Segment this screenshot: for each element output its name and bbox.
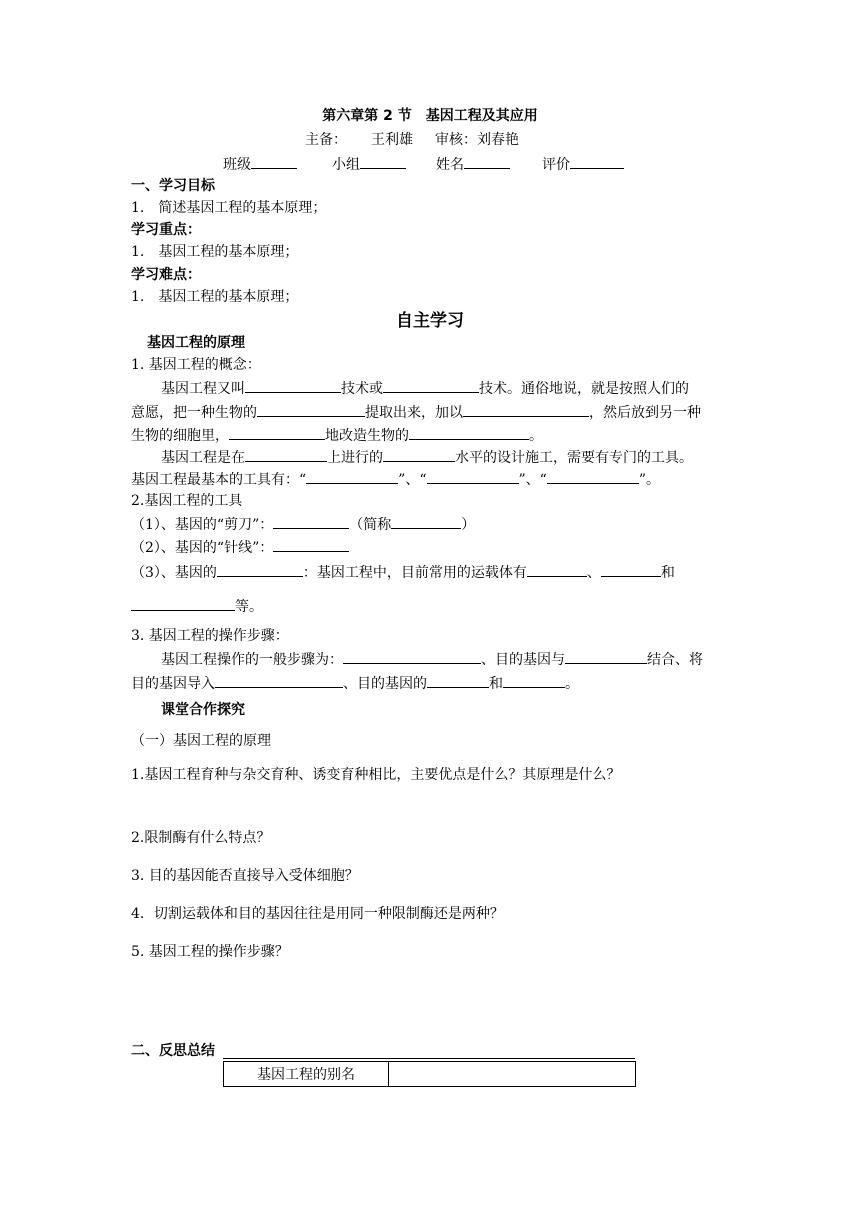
page-title: 第六章第 2 节 基因工程及其应用 [322,108,538,124]
steps-line1: 基因工程操作的一般步骤为： 、目的基因与 结合、将 [161,649,703,670]
steps-line2: 目的基因导入 、目的基因的 和 。 [131,673,579,694]
coop-question-4: 4．切割运载体和目的基因往往是用同一种限制酶还是两种？ [131,906,504,922]
tools-question: 2.基因工程的工具 [131,493,243,509]
class-label: 班级 [223,157,251,173]
concept-question: 1. 基因工程的概念： [131,357,261,373]
fill-blank[interactable] [527,562,587,577]
concept-para-line4: 基因工程是在 上进行的 水平的设计施工，需要有专门的工具。 [161,447,693,468]
eval-blank[interactable] [570,154,624,169]
group-label: 小组 [332,157,360,173]
fill-blank[interactable] [215,673,343,688]
fill-blank[interactable] [245,378,341,393]
fill-blank[interactable] [409,425,529,440]
author-name: 王利雄 [371,132,413,148]
difficulty-heading: 学习难点： [131,267,201,283]
fill-blank[interactable] [229,425,325,440]
objective-item: 1. 简述基因工程的基本原理； [131,200,327,216]
tool-scissors: （1）、基因的“剪刀”： （简称 ） [131,514,475,535]
class-blank[interactable] [251,154,297,169]
key-point-item: 1. 基因工程的基本原理； [131,244,299,260]
group-blank[interactable] [360,154,406,169]
table-row [224,1062,636,1087]
fill-blank[interactable] [343,649,481,664]
concept-para-line3: 生物的细胞里， 地改造生物的 。 [131,425,543,446]
fill-blank[interactable] [273,514,349,529]
summary-rule [223,1058,635,1059]
self-study-heading: 自主学习 [396,311,464,331]
fill-blank[interactable] [391,514,461,529]
coop-heading: 课堂合作探究 [161,702,245,718]
self-study-subheading: 基因工程的原理 [147,335,245,351]
fill-blank[interactable] [306,469,398,484]
coop-subheading: （一）基因工程的原理 [131,733,271,749]
coop-question-5: 5. 基因工程的操作步骤？ [131,944,289,960]
steps-question: 3. 基因工程的操作步骤： [131,628,289,644]
coop-question-1: 1.基因工程育种与杂交育种、诱变育种相比，主要优点是什么？其原理是什么？ [131,767,621,783]
objectives-heading: 一、学习目标 [131,178,215,194]
tool-needle: （2）、基因的“针线”： [131,537,349,558]
fill-blank[interactable] [503,673,565,688]
author-line [305,130,519,150]
fill-blank[interactable] [273,537,349,552]
tool-vector: （3）、基因的 ：基因工程中，目前常用的运载体有 、 和 [131,562,675,583]
difficulty-item: 1. 基因工程的基本原理； [131,289,299,305]
fill-blank[interactable] [463,402,589,417]
concept-para-line1: 基因工程又叫 技术或 技术。通俗地说，就是按照人们的 [161,378,689,399]
coop-question-2: 2.限制酶有什么特点？ [131,830,271,846]
summary-table [223,1061,636,1087]
summary-label-cell: 基因工程的别名 [224,1062,389,1087]
summary-heading: 二、反思总结 [131,1043,215,1059]
fill-blank[interactable] [131,596,235,611]
fill-blank[interactable] [217,562,303,577]
coop-question-3: 3. 目的基因能否直接导入受体细胞？ [131,868,359,884]
fill-blank[interactable] [601,562,661,577]
summary-value-cell[interactable] [389,1062,636,1087]
fill-blank[interactable] [383,447,455,462]
tool-vector-cont: 等。 [131,596,263,617]
name-label: 姓名 [436,157,464,173]
fill-blank[interactable] [427,469,519,484]
reviewer: 审核：刘春艳 [435,132,519,148]
concept-para-line2: 意愿，把一种生物的 提取出来，加以 ，然后放到另一种 [131,402,701,423]
author-label: 主备： [305,132,347,148]
fill-blank[interactable] [427,673,489,688]
fill-blank[interactable] [245,447,327,462]
fill-blank[interactable] [383,378,479,393]
eval-label: 评价 [542,157,570,173]
name-blank[interactable] [464,154,510,169]
tools-para-line: 基因工程最基本的工具有：“ ”、“ ”、“ ”。 [131,469,660,490]
key-points-heading: 学习重点： [131,222,201,238]
student-info-line [223,154,624,175]
fill-blank[interactable] [257,402,365,417]
fill-blank[interactable] [547,469,639,484]
fill-blank[interactable] [565,649,647,664]
